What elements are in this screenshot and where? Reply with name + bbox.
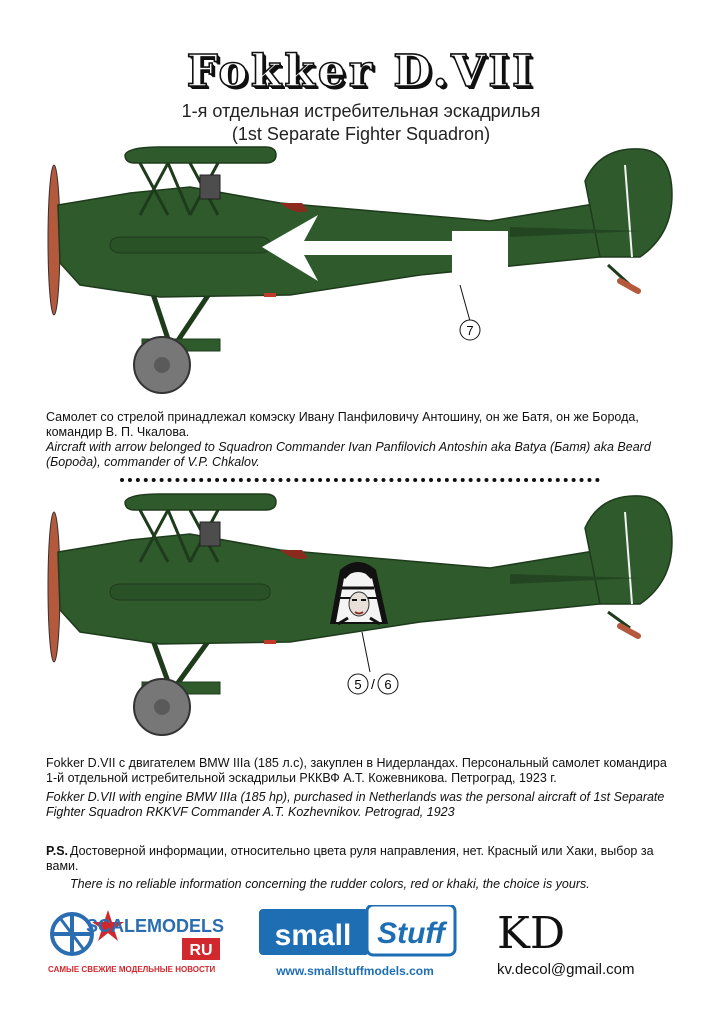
- logo2-small: small: [274, 919, 352, 952]
- ps-ru: Достоверной информации, относительно цвета руля направления, нет. Красный или Хаки, выбор за вами.: [46, 844, 654, 873]
- propeller: [48, 512, 60, 662]
- logo2-url[interactable]: www.smallstuffmodels.com: [276, 964, 434, 978]
- caption-2-ru: Fokker D.VII с двигателем BMW IIIa (185 л.с), закуплен в Нидерландах. Персональный самолет командира 1-й отдельной истребительной эскадрильи РККВФ А.Т. Кожевникова. Петроград, 1923 г.: [46, 756, 667, 785]
- caption-1-en: Aircraft with arrow belonged to Squadron Commander Ivan Panfilovich Antoshin aka Batya (Батя) aka Beard (Борода), commander of V.P. Chkalov.: [46, 440, 651, 469]
- upper-wing: [125, 494, 276, 510]
- page-title: Fokker D.VII: [186, 46, 536, 97]
- upper-wing: [125, 147, 276, 163]
- smallstuff-logo[interactable]: [255, 905, 460, 980]
- aircraft-profile-pharaoh: [40, 492, 680, 742]
- callout-7: 7: [466, 323, 474, 338]
- caption-2-en: Fokker D.VII with engine BMW IIIa (185 hp), purchased in Netherlands was the personal aircraft of 1st Separate Fighter Squadron RKKVF Commander A.T. Kozhevnikov. Petrograd, 1923: [46, 790, 665, 819]
- scalemodels-logo[interactable]: [46, 900, 226, 980]
- logo1-tagline: САМЫЕ СВЕЖИЕ МОДЕЛЬНЫЕ НОВОСТИ: [48, 965, 216, 974]
- subtitle-en: (1st Separate Fighter Squadron): [231, 124, 491, 144]
- caption-2: [46, 756, 676, 820]
- aircraft-profile-arrow: [40, 145, 680, 405]
- ps-note: [46, 844, 686, 892]
- ps-label: P.S.: [46, 844, 69, 858]
- caption-1: [46, 410, 676, 470]
- caption-1-ru: Самолет со стрелой принадлежал комэску Ивану Панфиловичу Антошину, он же Батя, он же Борода, командир В. П. Чкалова.: [46, 410, 639, 439]
- logo2-stuff: Stuff: [377, 917, 445, 950]
- subtitle-ru: 1-я отдельная истребительная эскадрилья: [181, 101, 541, 121]
- divider: [120, 478, 600, 482]
- ps-en: There is no reliable information concerning the rudder colors, red or khaki, the choice is yours.: [70, 877, 590, 891]
- callout-6: 6: [384, 677, 392, 692]
- logo1-text: SCALEMODELS: [86, 916, 225, 936]
- logo3-mark: KD: [497, 908, 566, 959]
- callout-5: 5: [354, 677, 362, 692]
- logo3-email[interactable]: kv.decol@gmail.com: [497, 961, 635, 978]
- propeller: [48, 165, 60, 315]
- kd-logo[interactable]: [495, 900, 685, 980]
- logo1-ru: RU: [189, 942, 213, 959]
- callout-sep: /: [371, 676, 375, 692]
